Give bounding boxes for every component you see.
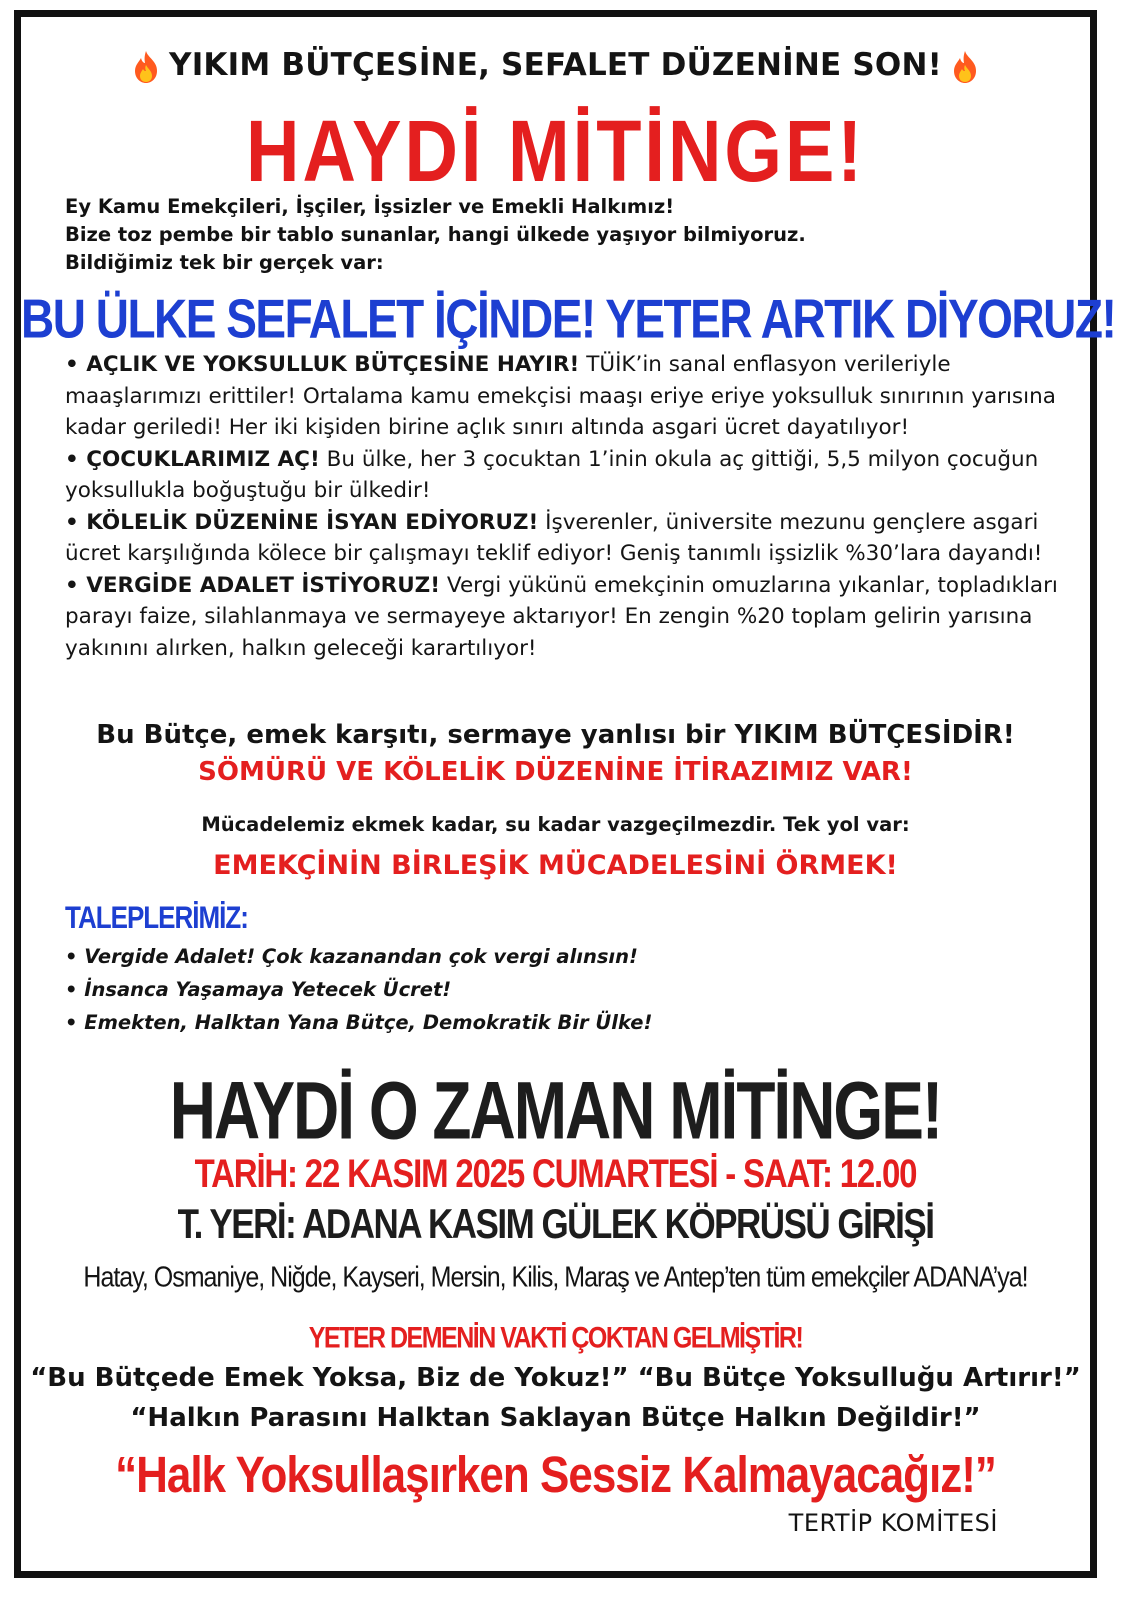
- bullet-text: Bu ülke, her 3 çocuktan 1’inin okula aç gittiği, 5,5 milyon çocuğun yoksullukla boğuştuğu bir ülkedir!: [65, 446, 1039, 503]
- quote-line: “Bu Bütçede Emek Yoksa, Biz de Yokuz!” “Bu Bütçe Yoksulluğu Artırır!”: [30, 1363, 1081, 1393]
- quote-line: “Halkın Parasını Halktan Saklayan Bütçe Halkın Değildir!”: [130, 1403, 981, 1433]
- bullet-heading: • VERGİDE ADALET İSTİYORUZ!: [65, 572, 441, 598]
- demands-title: TALEPLERİMİZ:: [65, 899, 248, 935]
- bullet-item: [65, 570, 1075, 665]
- bullet-heading: • ÇOCUKLARIMIZ AÇ!: [65, 446, 320, 472]
- demand-item: • Emekten, Halktan Yana Bütçe, Demokratik Bir Ülke!: [65, 1011, 653, 1034]
- bullet-heading: • KÖLELİK DÜZENİNE İSYAN EDİYORUZ!: [65, 509, 539, 535]
- bullet-text: TÜİK’in sanal enflasyon verileriyle maaşlarımızı erittiler! Ortalama kamu emekçisi maaşı eriye eriye yoksulluk sınırının yarısına kadar geriledi! Her iki kişiden birine açlık sınırı altında asgari ücret dayatılıyor!: [65, 352, 1056, 440]
- rally-date: TARİH: 22 KASIM 2025 CUMARTESİ - SAAT: 12.00: [194, 1151, 917, 1196]
- enough-statement: YETER DEMENİN VAKTİ ÇOKTAN GELMİŞTİR!: [308, 1321, 803, 1355]
- intro-block: [65, 193, 806, 277]
- exploitation-statement: SÖMÜRÜ VE KÖLELİK DÜZENİNE İTİRAZIMIZ VAR!: [198, 757, 913, 787]
- struggle-statement: Mücadelemiz ekmek kadar, su kadar vazgeçilmezdir. Tek yol var:: [201, 813, 910, 836]
- top-title: [21, 47, 1090, 84]
- bullet-heading: • AÇLIK VE YOKSULLUK BÜTÇESİNE HAYIR!: [65, 352, 580, 377]
- intro-line: Bize toz pembe bir tablo sunanlar, hangi ülkede yaşıyor bilmiyoruz.: [65, 223, 806, 246]
- demands-list: [65, 940, 652, 1039]
- committee-signature: TERTİP KOMİTESİ: [788, 1509, 998, 1537]
- bullet-text: Vergi yükünü emekçinin omuzlarına yıkanlar, topladıkları parayı faize, silahlanmaya ve sermayeye aktarıyor! En zengin %20 toplam gelirin yarısına yakınını alırken, halkın geleceği karartılıyor!: [65, 572, 1058, 661]
- demand-item: • Vergide Adalet! Çok kazanandan çok vergi alınsın!: [65, 945, 638, 968]
- bullet-item: [65, 349, 1075, 444]
- demand-item: • İnsanca Yaşamaya Yetecek Ücret!: [65, 978, 452, 1001]
- fire-icon: [952, 50, 978, 84]
- final-slogan: “Halk Yoksullaşırken Sessiz Kalmayacağız!”: [115, 1447, 996, 1504]
- rally-cities: Hatay, Osmaniye, Niğde, Kayseri, Mersin, Kilis, Maraş ve Antep’ten tüm emekçiler ADANA’ya!: [83, 1261, 1028, 1294]
- main-title: HAYDİ MİTİNGE!: [246, 102, 865, 201]
- bullet-item: [65, 444, 1075, 507]
- budget-statement: Bu Bütçe, emek karşıtı, sermaye yanlısı bir YIKIM BÜTÇESİDİR!: [96, 720, 1015, 750]
- top-title-text: YIKIM BÜTÇESİNE, SEFALET DÜZENİNE SON!: [169, 47, 942, 83]
- intro-line: Ey Kamu Emekçileri, İşçiler, İşsizler ve Emekli Halkımız!: [65, 195, 675, 218]
- intro-line: Bildiğimiz tek bir gerçek var:: [65, 251, 384, 274]
- unite-statement: EMEKÇİNİN BİRLEŞİK MÜCADELESİNİ ÖRMEK!: [213, 850, 898, 881]
- fire-icon: [133, 50, 159, 84]
- bullet-text: İşverenler, üniversite mezunu gençlere asgari ücret karşılığında kölece bir çalışmayı teklif ediyor! Geniş tanımlı işsizlik %30’lara dayandı!: [65, 509, 1043, 566]
- rally-place: T. YERİ: ADANA KASIM GÜLEK KÖPRÜSÜ GİRİŞİ: [177, 1201, 934, 1248]
- blue-headline: BU ÜLKE SEFALET İÇİNDE! YETER ARTIK DİYORUZ!: [21, 288, 1116, 350]
- poster-frame: [14, 10, 1116, 1578]
- bullet-list: [65, 349, 1075, 664]
- rally-title: HAYDİ O ZAMAN MİTİNGE!: [169, 1064, 942, 1157]
- bullet-item: [65, 507, 1075, 570]
